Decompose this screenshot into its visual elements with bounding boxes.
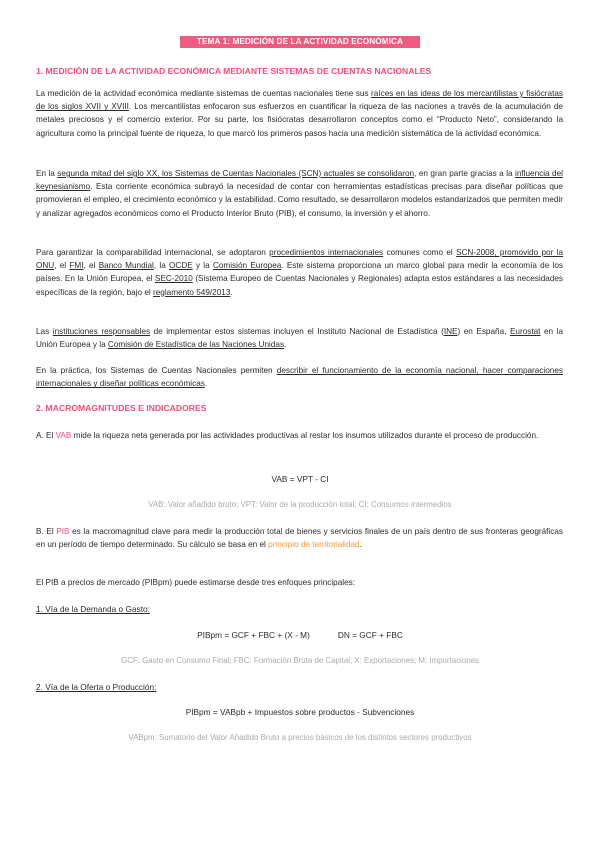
text-run: . bbox=[204, 379, 208, 389]
text-run: En la bbox=[36, 169, 58, 178]
section-2-heading: 2. MACROMAGNITUDES E INDICADORES bbox=[36, 403, 207, 413]
paragraph-origins bbox=[36, 87, 563, 140]
text-run: . Esta corriente económica subrayó la necesidad de contar con herramientas estadísticas precisas para diseñar políticas que promovieran el empleo, el crecimiento económico y la estabilidad. Como resultado, se desarrollaron modelos estandarizados que permiten medir y analizar agregados económicos como el Producto Interior Bruto (PIB), el consumo, la inversión y el ahorro. bbox=[36, 182, 563, 218]
formula-vab: VAB = VPT - CI bbox=[271, 474, 329, 484]
text-run: (Sistema Europeo de Cuentas Nacionales y Regionales) adapta estos estándares a las necesidades específicas de la región, bajo el bbox=[36, 274, 563, 297]
text-run: B. El bbox=[36, 527, 57, 536]
underlined-text: Eurostat bbox=[509, 327, 541, 336]
text-run: En la práctica, los Sistemas de Cuentas Nacionales permiten bbox=[36, 366, 277, 375]
text-run: . bbox=[284, 340, 287, 350]
note-vab: VAB: Valor añadido bruto; VPT: Valor de la producción total; CI: Consumos intermedios bbox=[148, 500, 452, 509]
formula-pib-demand: PIBpm = GCF + FBC + (X - M) bbox=[197, 630, 310, 640]
paragraph-practice bbox=[36, 364, 563, 390]
underlined-text: segunda mitad del siglo XX, los Sistemas de Cuentas Nacionales (SCN) actuales se consolidaron bbox=[57, 169, 415, 178]
text-run: La medición de la actividad económica mediante sistemas de cuentas nacionales tiene sus bbox=[36, 89, 372, 98]
underlined-text: FMI bbox=[69, 261, 84, 271]
text-run: A. El bbox=[36, 431, 56, 440]
paragraph-international bbox=[36, 246, 563, 299]
term-territoriality: principio de territorialidad bbox=[268, 540, 360, 550]
text-run: . bbox=[359, 540, 362, 550]
formula-demand bbox=[0, 630, 600, 640]
paragraph-pib bbox=[36, 525, 563, 551]
text-run: , el bbox=[83, 261, 99, 271]
underlined-text: INE bbox=[443, 327, 458, 336]
section-1-heading: 1. MEDICIÓN DE LA ACTIVIDAD ECONÓMICA MEDIANTE SISTEMAS DE CUENTAS NACIONALES bbox=[36, 66, 432, 76]
underlined-text: describir el funcionamiento de la economía nacional, hacer comparaciones internacionales y diseñar políticas económicas bbox=[36, 366, 563, 389]
paragraph-institutions bbox=[36, 325, 563, 351]
underlined-text: procedimientos internacionales bbox=[269, 248, 384, 257]
via-demand-title: 1. Vía de la Demanda o Gasto: bbox=[36, 604, 150, 614]
text-run: de implementar estos sistemas incluyen el Instituto Nacional de Estadística ( bbox=[150, 327, 444, 336]
text-run: mide la riqueza neta generada por las actividades productivas al restar los insumos utilizados durante el proceso de producción. bbox=[71, 431, 539, 440]
underlined-text: Comisión Europea bbox=[212, 261, 282, 271]
paragraph-vab bbox=[36, 429, 563, 442]
underlined-text: OCDE bbox=[169, 261, 193, 271]
formula-supply: PIBpm = VABpb + Impuestos sobre productos - Subvenciones bbox=[185, 707, 415, 717]
underlined-text: Comisión de Estadística de las Naciones Unidas bbox=[107, 340, 285, 350]
text-run: , en gran parte gracias a la bbox=[414, 169, 516, 178]
term-vab: VAB bbox=[55, 431, 72, 440]
text-run: ) en España, bbox=[457, 327, 510, 336]
text-run: , el bbox=[54, 261, 70, 271]
text-run: , la bbox=[153, 261, 170, 271]
text-run: . bbox=[230, 287, 233, 297]
note-demand: GCF: Gasto en Consumo Final; FBC: Formación Bruta de Capital; X: Exportaciones; M: Importaciones bbox=[121, 656, 479, 665]
text-run: Las bbox=[36, 327, 53, 336]
formula-dn: DN = GCF + FBC bbox=[337, 630, 403, 640]
underlined-text: influencia del keynesianismo bbox=[36, 169, 563, 192]
text-run: . Este sistema proporciona un marco global para medir la economía de los países. En la Unión Europea, el bbox=[36, 261, 564, 284]
text-run: y la bbox=[192, 261, 213, 271]
underlined-text: Banco Mundial bbox=[98, 261, 154, 271]
text-run: es la macromagnitud clave para medir la producción total de bienes y servicios finales de un país dentro de sus fronteras geográficas en un período de tiempo determinado. Su cálculo se basa en el bbox=[36, 527, 563, 550]
title-banner bbox=[180, 36, 420, 48]
underlined-text: SCN-2008, promovido por la ONU bbox=[36, 248, 563, 271]
note-supply: VABpm: Sumatorio del Valor Añadido Bruto a precios básicos de los distintos sectores productivos bbox=[128, 733, 472, 742]
underlined-text: raíces en las ideas de los mercantilistas y fisiócratas de los siglos XVII y XVIII bbox=[36, 89, 563, 112]
text-run: en la Unión Europea y la bbox=[36, 327, 564, 350]
underlined-text: reglamento 549/2013 bbox=[152, 287, 231, 297]
paragraph-scn bbox=[36, 167, 563, 220]
text-run: Para garantizar la comparabilidad internacional, se adoptaron bbox=[36, 248, 270, 257]
term-pib: PIB bbox=[56, 527, 70, 536]
underlined-text: instituciones responsables bbox=[52, 327, 151, 336]
text-run: . Los mercantilistas enfocaron sus esfuerzos en cuantificar la riqueza de las naciones a través de la acumulación de metales preciosos y el comercio exterior. Por su parte, los fisiócratas desarrollaron conceptos como el “Producto Neto”, considerando la agricultura como la principal fuente de riqueza, lo que marcó los primeros pasos hacia una medición sistemática de la actividad económica. bbox=[36, 102, 563, 138]
underlined-text: SEC-2010 bbox=[155, 274, 193, 284]
paragraph-approaches: El PIB a precios de mercado (PIBpm) puede estimarse desde tres enfoques principales: bbox=[36, 578, 356, 587]
text-run: comunes como el bbox=[383, 248, 457, 257]
document-title: TEMA 1: MEDICIÓN DE LA ACTIVIDAD ECONÓMICA bbox=[196, 37, 404, 46]
via-supply-title: 2. Vía de la Oferta o Producción: bbox=[36, 682, 157, 692]
